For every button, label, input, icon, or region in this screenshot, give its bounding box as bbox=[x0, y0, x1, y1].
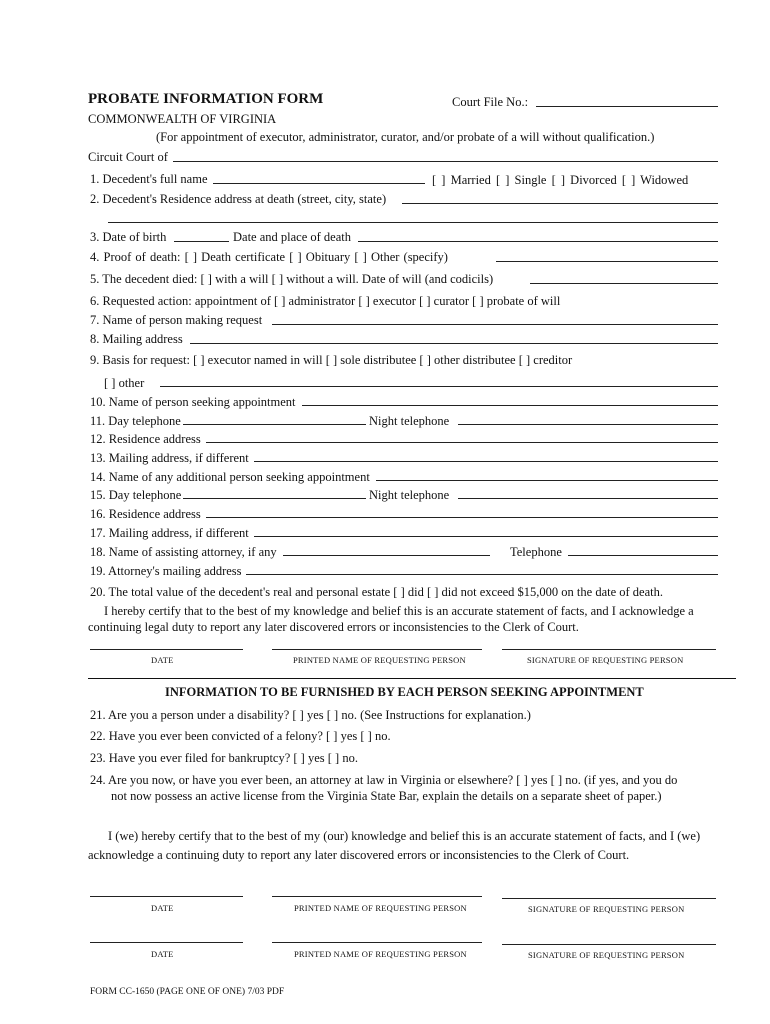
circuit-court-field[interactable] bbox=[173, 161, 718, 162]
night-telephone-field[interactable] bbox=[458, 424, 718, 425]
attorney-address-field[interactable] bbox=[246, 574, 718, 575]
signature-caption-2: SIGNATURE OF REQUESTING PERSON bbox=[528, 904, 685, 914]
date-field-1[interactable] bbox=[90, 649, 243, 650]
assisting-attorney-field[interactable] bbox=[283, 555, 490, 556]
date-place-death-label: Date and place of death bbox=[233, 230, 351, 244]
residence-address-label: 12. Residence address bbox=[90, 432, 201, 446]
date-field-3[interactable] bbox=[90, 942, 243, 943]
date-of-birth-field[interactable] bbox=[174, 241, 229, 242]
alt-mailing-address-label: 13. Mailing address, if different bbox=[90, 451, 249, 465]
proof-other-field[interactable] bbox=[496, 261, 718, 262]
additional-appointee-field[interactable] bbox=[376, 480, 718, 481]
basis-other-checkbox[interactable]: [ ] other bbox=[104, 376, 145, 390]
certify-statement-2b: acknowledge a continuing duty to report any later discovered errors or inconsistencies to the Clerk of Court. bbox=[88, 848, 630, 862]
appointee-name-label: 10. Name of person seeking appointment bbox=[90, 395, 296, 409]
appointee-name-field[interactable] bbox=[302, 405, 718, 406]
residence-at-death-label: 2. Decedent's Residence address at death (street, city, state) bbox=[90, 192, 387, 206]
marital-status-options[interactable]: [ ] Married [ ] Single [ ] Divorced [ ] Widowed bbox=[432, 173, 689, 187]
will-status-label[interactable]: 5. The decedent died: [ ] with a will [ ] without a will. Date of will (and codicils) bbox=[90, 272, 494, 286]
commonwealth-label: COMMONWEALTH OF VIRGINIA bbox=[88, 112, 277, 126]
signature-field-3[interactable] bbox=[502, 944, 716, 945]
date-place-death-field[interactable] bbox=[358, 241, 718, 242]
residence-address-field[interactable] bbox=[206, 442, 718, 443]
question-22[interactable]: 22. Have you ever been convicted of a felony? [ ] yes [ ] no. bbox=[90, 729, 391, 743]
section2-heading: INFORMATION TO BE FURNISHED BY EACH PERSON SEEKING APPOINTMENT bbox=[165, 685, 644, 699]
printed-name-caption-2: PRINTED NAME OF REQUESTING PERSON bbox=[294, 903, 467, 913]
basis-for-request-label[interactable]: 9. Basis for request: [ ] executor named in will [ ] sole distributee [ ] other distributee [ ] creditor bbox=[90, 353, 573, 367]
decedent-name-label: 1. Decedent's full name bbox=[90, 172, 208, 186]
form-subtitle: (For appointment of executor, administrator, curator, and/or probate of a will without qualification.) bbox=[156, 130, 655, 144]
requester-name-field[interactable] bbox=[272, 324, 718, 325]
residence-at-death-field[interactable] bbox=[402, 203, 718, 204]
date-caption-1: DATE bbox=[151, 655, 174, 665]
day-telephone-2-field[interactable] bbox=[183, 498, 366, 499]
night-telephone-2-label: Night telephone bbox=[369, 488, 450, 502]
printed-name-field-3[interactable] bbox=[272, 942, 482, 943]
decedent-name-field[interactable] bbox=[213, 183, 425, 184]
circuit-court-label: Circuit Court of bbox=[88, 150, 168, 164]
attorney-address-label: 19. Attorney's mailing address bbox=[90, 564, 242, 578]
court-file-label: Court File No.: bbox=[452, 95, 529, 109]
printed-name-caption-3: PRINTED NAME OF REQUESTING PERSON bbox=[294, 949, 467, 959]
residence-at-death-field-2[interactable] bbox=[108, 222, 718, 223]
attorney-telephone-field[interactable] bbox=[568, 555, 718, 556]
printed-name-caption-1: PRINTED NAME OF REQUESTING PERSON bbox=[293, 655, 466, 665]
mailing-address-label: 8. Mailing address bbox=[90, 332, 183, 346]
question-24a[interactable]: 24. Are you now, or have you ever been, an attorney at law in Virginia or elsewhere? [ ] yes [ ] no. (if yes, and you do bbox=[90, 773, 678, 787]
date-caption-2: DATE bbox=[151, 903, 174, 913]
requester-name-label: 7. Name of person making request bbox=[90, 313, 263, 327]
night-telephone-label: Night telephone bbox=[369, 414, 450, 428]
signature-caption-3: SIGNATURE OF REQUESTING PERSON bbox=[528, 950, 685, 960]
date-caption-3: DATE bbox=[151, 949, 174, 959]
certify-statement-1a: I hereby certify that to the best of my knowledge and belief this is an accurate statement of facts, and I acknowledge a bbox=[104, 604, 694, 618]
day-telephone-label: 11. Day telephone bbox=[90, 414, 181, 428]
night-telephone-2-field[interactable] bbox=[458, 498, 718, 499]
certify-statement-1b: continuing legal duty to report any later discovered errors or inconsistencies to the Clerk of Court. bbox=[88, 620, 579, 634]
alt-mailing-address-field[interactable] bbox=[254, 461, 718, 462]
signature-field-2[interactable] bbox=[502, 898, 716, 899]
court-file-field[interactable] bbox=[536, 106, 718, 107]
date-of-will-field[interactable] bbox=[530, 283, 718, 284]
attorney-telephone-label: Telephone bbox=[510, 545, 562, 559]
printed-name-field-2[interactable] bbox=[272, 896, 482, 897]
certify-statement-2a: I (we) hereby certify that to the best of my (our) knowledge and belief this is an accurate statement of facts, and I (we) bbox=[108, 829, 701, 843]
form-id-footer: FORM CC-1650 (PAGE ONE OF ONE) 7/03 PDF bbox=[90, 987, 285, 997]
residence-address-2-label: 16. Residence address bbox=[90, 507, 201, 521]
estate-value-label[interactable]: 20. The total value of the decedent's real and personal estate [ ] did [ ] did not exceed $15,000 on the date of death. bbox=[90, 585, 663, 599]
signature-field-1[interactable] bbox=[502, 649, 716, 650]
proof-of-death-label[interactable]: 4. Proof of death: [ ] Death certificate [ ] Obituary [ ] Other (specify) bbox=[90, 250, 448, 264]
alt-mailing-address-2-label: 17. Mailing address, if different bbox=[90, 526, 249, 540]
day-telephone-2-label: 15. Day telephone bbox=[90, 488, 182, 502]
section-divider bbox=[88, 678, 736, 679]
signature-caption-1: SIGNATURE OF REQUESTING PERSON bbox=[527, 655, 684, 665]
question-24b: not now possess an active license from the Virginia State Bar, explain the details on a separate sheet of paper.) bbox=[111, 789, 662, 803]
date-of-birth-label: 3. Date of birth bbox=[90, 230, 167, 244]
question-23[interactable]: 23. Have you ever filed for bankruptcy? [ ] yes [ ] no. bbox=[90, 751, 358, 765]
printed-name-field-1[interactable] bbox=[272, 649, 482, 650]
day-telephone-field[interactable] bbox=[183, 424, 366, 425]
assisting-attorney-label: 18. Name of assisting attorney, if any bbox=[90, 545, 277, 559]
alt-mailing-address-2-field[interactable] bbox=[254, 536, 718, 537]
mailing-address-field[interactable] bbox=[190, 343, 718, 344]
residence-address-2-field[interactable] bbox=[206, 517, 718, 518]
date-field-2[interactable] bbox=[90, 896, 243, 897]
additional-appointee-label: 14. Name of any additional person seeking appointment bbox=[90, 470, 370, 484]
basis-other-field[interactable] bbox=[160, 386, 718, 387]
requested-action-label[interactable]: 6. Requested action: appointment of [ ] administrator [ ] executor [ ] curator [ ] probate of will bbox=[90, 294, 561, 308]
question-21[interactable]: 21. Are you a person under a disability? [ ] yes [ ] no. (See Instructions for explanation.) bbox=[90, 708, 531, 722]
form-title: PROBATE INFORMATION FORM bbox=[88, 91, 324, 107]
